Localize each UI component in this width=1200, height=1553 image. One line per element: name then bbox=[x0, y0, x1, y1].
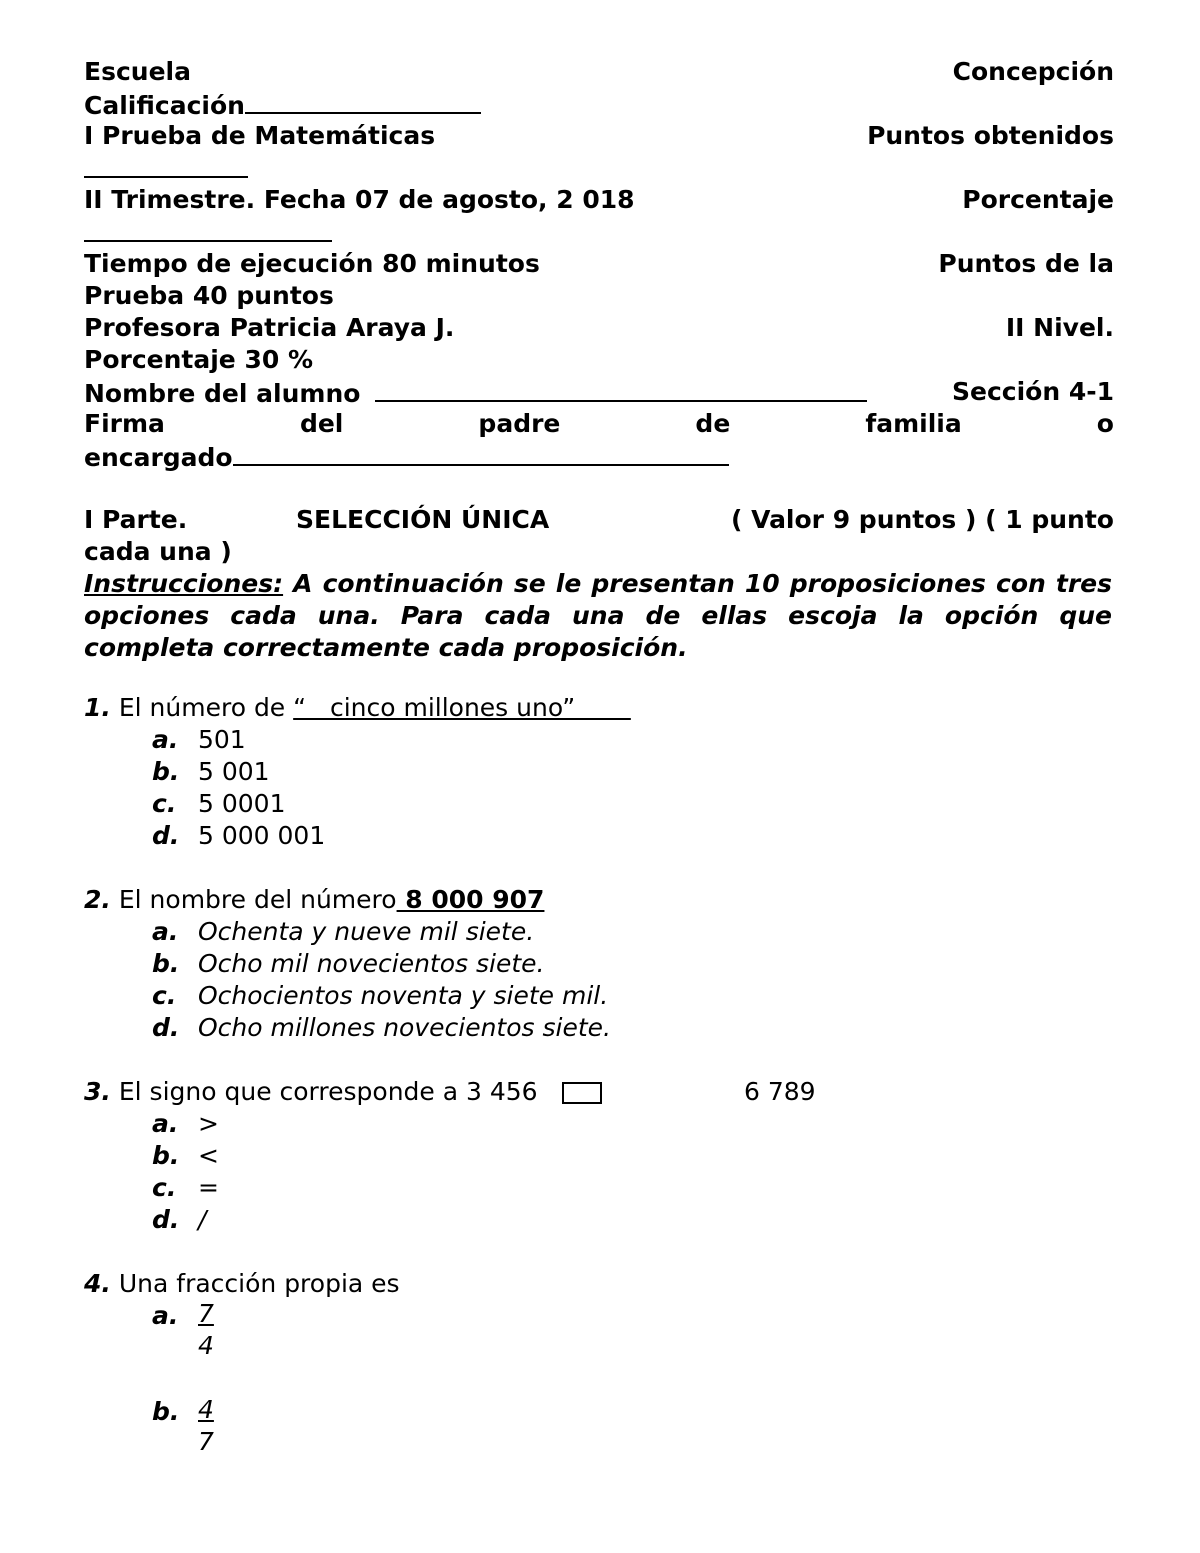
sig-word-3: padre bbox=[478, 409, 561, 438]
question-text: Una fracción propia es bbox=[118, 1269, 400, 1298]
fraction-numerator: 7 bbox=[198, 1299, 214, 1328]
sig-word-5: familia bbox=[865, 409, 962, 438]
part1-type: SELECCIÓN ÚNICA bbox=[296, 505, 550, 534]
school-label: Escuela bbox=[84, 57, 191, 86]
section: Sección 4-1 bbox=[951, 377, 1114, 406]
question-3 bbox=[84, 1076, 844, 1108]
option-letter: b. bbox=[152, 1397, 180, 1426]
percentage-value: Porcentaje 30 % bbox=[84, 345, 313, 374]
header-row-duration bbox=[84, 248, 1114, 280]
header-row-school bbox=[84, 56, 1114, 88]
option-text: Ochenta y nueve mil siete. bbox=[198, 917, 535, 946]
teacher: Profesora Patricia Araya J. bbox=[84, 313, 455, 342]
student-name-label: Nombre del alumno bbox=[84, 379, 361, 408]
student-name-blank[interactable] bbox=[375, 376, 867, 402]
option-text: Ochocientos noventa y siete mil. bbox=[198, 981, 609, 1010]
question-text: El signo que corresponde a 3 456 bbox=[118, 1077, 538, 1106]
header-row-date bbox=[84, 184, 1114, 216]
percentage-line bbox=[84, 216, 1114, 250]
option-letter: b. bbox=[152, 757, 180, 786]
points-obtained-label: Puntos obtenidos bbox=[867, 121, 1114, 150]
option-2b[interactable] bbox=[152, 948, 544, 980]
percentage-blank[interactable] bbox=[84, 216, 332, 242]
question-right-value: 6 789 bbox=[744, 1077, 816, 1106]
option-letter: d. bbox=[152, 1205, 180, 1234]
guardian-signature-blank[interactable] bbox=[233, 440, 729, 466]
option-letter: a. bbox=[152, 725, 179, 754]
parent-signature-line bbox=[84, 408, 1114, 440]
guardian-label: encargado bbox=[84, 443, 233, 472]
option-letter: c. bbox=[152, 981, 177, 1010]
header-row-title bbox=[84, 120, 1114, 152]
option-letter: c. bbox=[152, 1173, 177, 1202]
part1-title: I Parte. bbox=[84, 505, 188, 534]
school-name: Concepción bbox=[952, 57, 1114, 86]
option-letter: d. bbox=[152, 821, 180, 850]
option-3c[interactable] bbox=[152, 1172, 219, 1204]
option-letter: a. bbox=[152, 1301, 179, 1330]
option-text: Ocho millones novecientos siete. bbox=[198, 1013, 611, 1042]
sig-word-4: de bbox=[695, 409, 731, 438]
option-text: Ocho mil novecientos siete. bbox=[198, 949, 545, 978]
option-1b[interactable] bbox=[152, 756, 270, 788]
option-text: / bbox=[198, 1205, 207, 1234]
option-text: 501 bbox=[198, 725, 246, 754]
points-obtained-line bbox=[84, 152, 1114, 186]
option-3b[interactable] bbox=[152, 1140, 219, 1172]
instructions bbox=[84, 568, 1112, 664]
percentage-label: Porcentaje bbox=[962, 185, 1114, 214]
option-letter: a. bbox=[152, 1109, 179, 1138]
option-4b[interactable] bbox=[152, 1396, 198, 1428]
question-number: 3. bbox=[84, 1077, 111, 1106]
fraction-denominator: 4 bbox=[198, 1331, 214, 1360]
question-2 bbox=[84, 884, 544, 916]
grade-label: Calificación bbox=[84, 91, 245, 120]
fraction-denominator: 7 bbox=[198, 1427, 214, 1456]
option-text: = bbox=[198, 1173, 219, 1202]
fraction-4b bbox=[198, 1394, 214, 1458]
question-text: El nombre del número bbox=[118, 885, 397, 914]
option-3d[interactable] bbox=[152, 1204, 206, 1236]
question-highlight: “ cinco millones uno” bbox=[293, 693, 631, 722]
duration: Tiempo de ejecución 80 minutos bbox=[84, 249, 540, 278]
question-number: 4. bbox=[84, 1269, 111, 1298]
sig-word-2: del bbox=[299, 409, 344, 438]
header-row-student bbox=[84, 376, 1114, 410]
option-letter: a. bbox=[152, 917, 179, 946]
option-2c[interactable] bbox=[152, 980, 608, 1012]
answer-box[interactable] bbox=[562, 1082, 602, 1104]
question-number: 1. bbox=[84, 693, 111, 722]
instructions-text: A continuación se le presentan 10 proposiciones con tres opciones cada una. Para cada una de ellas escoja la opción que completa correctamente cada proposición. bbox=[84, 569, 1112, 662]
question-highlight: 8 000 907 bbox=[396, 885, 545, 914]
option-letter: b. bbox=[152, 1141, 180, 1170]
option-2d[interactable] bbox=[152, 1012, 611, 1044]
fraction-4a bbox=[198, 1298, 214, 1362]
question-text: El número de bbox=[118, 693, 286, 722]
option-text: 5 000 001 bbox=[198, 821, 326, 850]
fraction-numerator: 4 bbox=[198, 1395, 214, 1424]
option-2a[interactable] bbox=[152, 916, 534, 948]
grade-blank[interactable] bbox=[245, 88, 481, 114]
guardian-line bbox=[84, 440, 1114, 474]
option-letter: d. bbox=[152, 1013, 180, 1042]
option-letter: c. bbox=[152, 789, 177, 818]
test-points-value: Prueba 40 puntos bbox=[84, 281, 334, 310]
part1-value-cont: cada una ) bbox=[84, 537, 232, 566]
grade-line bbox=[84, 88, 1114, 122]
part1-value: ( Valor 9 puntos ) ( 1 punto bbox=[730, 505, 1114, 534]
header-row-teacher bbox=[84, 312, 1114, 344]
test-points-label: Puntos de la bbox=[938, 249, 1114, 278]
option-text: < bbox=[198, 1141, 219, 1170]
option-letter: b. bbox=[152, 949, 180, 978]
option-text: 5 0001 bbox=[198, 789, 286, 818]
option-text: 5 001 bbox=[198, 757, 270, 786]
question-4 bbox=[84, 1268, 400, 1300]
sig-word-1: Firma bbox=[84, 409, 165, 438]
trimester-date: II Trimestre. Fecha 07 de agosto, 2 018 bbox=[84, 185, 635, 214]
option-3a[interactable] bbox=[152, 1108, 219, 1140]
question-number: 2. bbox=[84, 885, 111, 914]
test-title: I Prueba de Matemáticas bbox=[84, 121, 436, 150]
points-obtained-blank[interactable] bbox=[84, 152, 248, 178]
option-1c[interactable] bbox=[152, 788, 285, 820]
option-text: > bbox=[198, 1109, 219, 1138]
instructions-label: Instrucciones: bbox=[84, 569, 284, 598]
sig-word-6: o bbox=[1096, 409, 1114, 438]
option-1a[interactable] bbox=[152, 724, 246, 756]
part1-title-row bbox=[84, 504, 1114, 536]
option-1d[interactable] bbox=[152, 820, 325, 852]
level: II Nivel. bbox=[1005, 313, 1114, 342]
option-4a[interactable] bbox=[152, 1300, 198, 1332]
question-1 bbox=[84, 692, 631, 724]
